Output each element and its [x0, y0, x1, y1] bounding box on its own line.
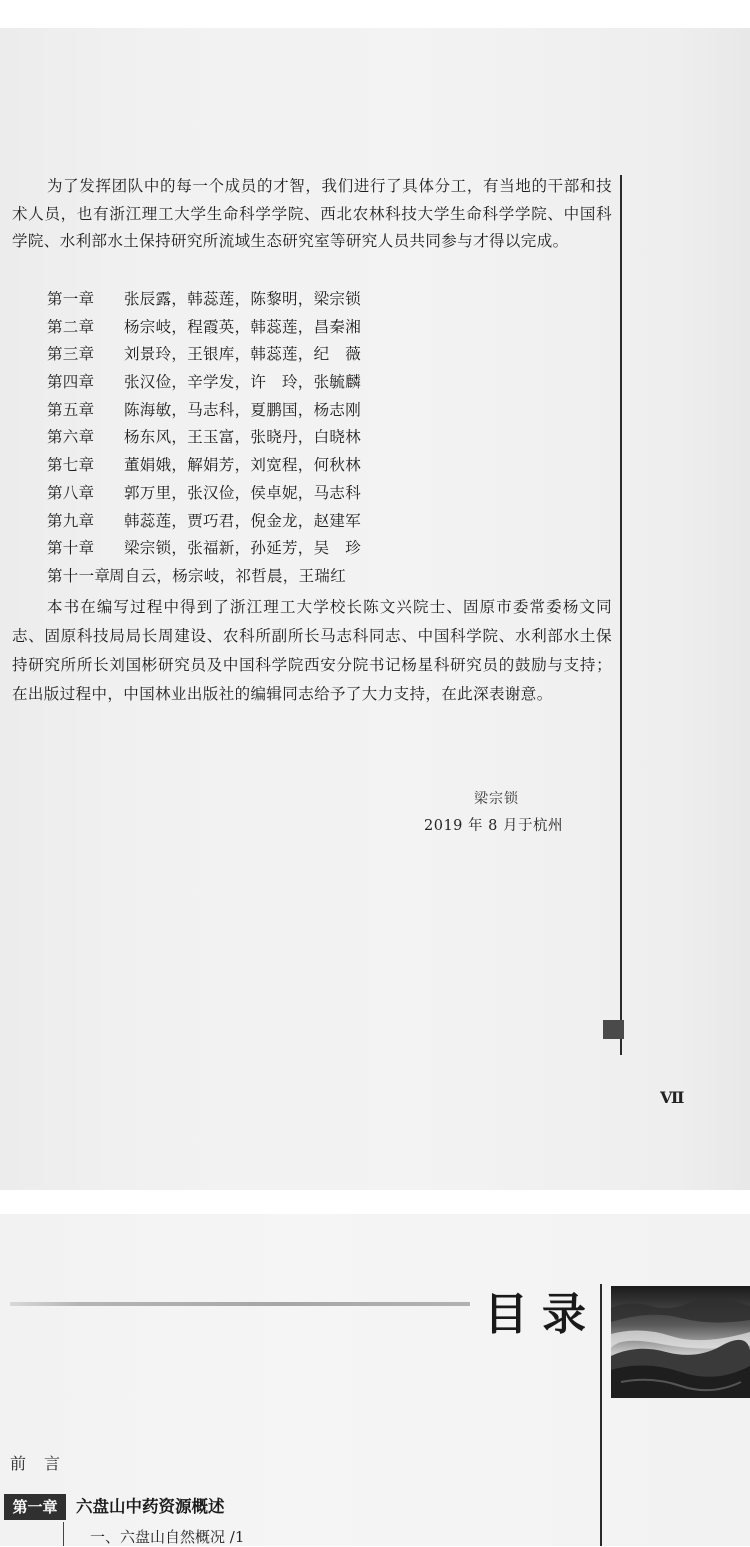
chapter-label: 第十一章 — [47, 566, 111, 585]
intro-paragraph — [12, 173, 612, 256]
page-number: Ⅶ — [660, 1088, 685, 1107]
acknowledgement-text: 本书在编写过程中得到了浙江理工大学校长陈文兴院士、固原市委常委杨文同志、固原科技局局长周建设、农科所副所长马志科同志、中国科学院、水利部水土保持研究所所长刘国彬研究员及中国科学院西安分院书记杨星科研究员的鼓励与支持；在出版过程中，中国林业出版社的编辑同志给予了大力支持，在此深表谢意。 — [12, 598, 612, 703]
chapter-row — [47, 286, 361, 314]
chapter-authors: 张辰露，韩蕊莲，陈黎明，梁宗锁 — [124, 290, 362, 308]
chapter-label: 第六章 — [47, 428, 95, 447]
chapter-label: 第二章 — [47, 317, 95, 336]
chapter-label: 第一章 — [47, 290, 95, 308]
chapter-row — [47, 480, 361, 508]
mountain-landscape-image — [611, 1286, 750, 1398]
chapter-row — [47, 369, 361, 397]
acknowledgement-paragraph — [12, 593, 612, 709]
author-signature: 梁宗锁 — [474, 791, 519, 807]
chapter-row — [47, 508, 361, 536]
chapter-row — [47, 535, 361, 563]
chapter-row — [47, 563, 361, 591]
chapter-authors: 董娟娥，解娟芳，刘宽程，何秋林 — [124, 456, 362, 475]
chapter-authors: 杨宗岐，程霞英，韩蕊莲，昌秦湘 — [124, 317, 362, 336]
chapter-label: 第五章 — [47, 400, 95, 419]
chapter-row — [47, 452, 361, 480]
chapter-authors: 刘景玲，王银库，韩蕊莲，纪 薇 — [124, 345, 362, 364]
toc-section1-entry[interactable]: 一、六盘山自然概况 /1 — [90, 1528, 245, 1546]
chapter-label: 第四章 — [47, 373, 95, 392]
top-margin — [0, 0, 750, 28]
chapter-row — [47, 341, 361, 369]
chapter-authors: 杨东风，王玉富，张晓丹，白晓林 — [124, 428, 362, 447]
toc-chapter1-badge: 第一章 — [4, 1494, 66, 1520]
toc-section-rule — [63, 1522, 64, 1546]
chapter-authors: 陈海敏，马志科，夏鹏国，杨志刚 — [124, 400, 362, 419]
page-edge-tab-marker — [603, 1020, 624, 1039]
toc-preface-entry[interactable]: 前言 — [10, 1454, 79, 1473]
contents-title: 目录 — [484, 1289, 600, 1340]
chapter-label: 第八章 — [47, 483, 95, 502]
toc-chapter1-title[interactable]: 六盘山中药资源概述 — [76, 1497, 225, 1516]
page-edge-rule — [600, 1284, 602, 1546]
chapter-author-list — [47, 286, 361, 591]
page-gap — [0, 1190, 750, 1214]
chapter-authors: 韩蕊莲，贾巧君，倪金龙，赵建军 — [124, 511, 362, 530]
chapter-authors: 周自云，杨宗岐，祁哲晨，王瑞红 — [109, 566, 347, 585]
chapter-label: 第三章 — [47, 345, 95, 364]
chapter-label: 第九章 — [47, 511, 95, 530]
chapter-authors: 郭万里，张汉俭，侯卓妮，马志科 — [124, 483, 362, 502]
chapter-authors: 张汉俭，辛学发，许 玲，张毓麟 — [124, 373, 362, 392]
chapter-authors: 梁宗锁，张福新，孙延芳，吴 珍 — [124, 539, 362, 558]
signature-date: 2019 年 8 月于杭州 — [424, 818, 563, 834]
intro-text: 为了发挥团队中的每一个成员的才智，我们进行了具体分工，有当地的干部和技术人员，也有浙江理工大学生命科学学院、西北农林科技大学生命科学学院、中国科学院、水利部水土保持研究所流域生态研究室等研究人员共同参与才得以完成。 — [12, 177, 612, 250]
chapter-label: 第七章 — [47, 456, 95, 475]
chapter-row — [47, 314, 361, 342]
chapter-row — [47, 397, 361, 425]
chapter-label: 第十章 — [47, 539, 95, 558]
page-edge-rule — [620, 175, 622, 1055]
title-decoration-line — [10, 1302, 470, 1306]
chapter-row — [47, 424, 361, 452]
